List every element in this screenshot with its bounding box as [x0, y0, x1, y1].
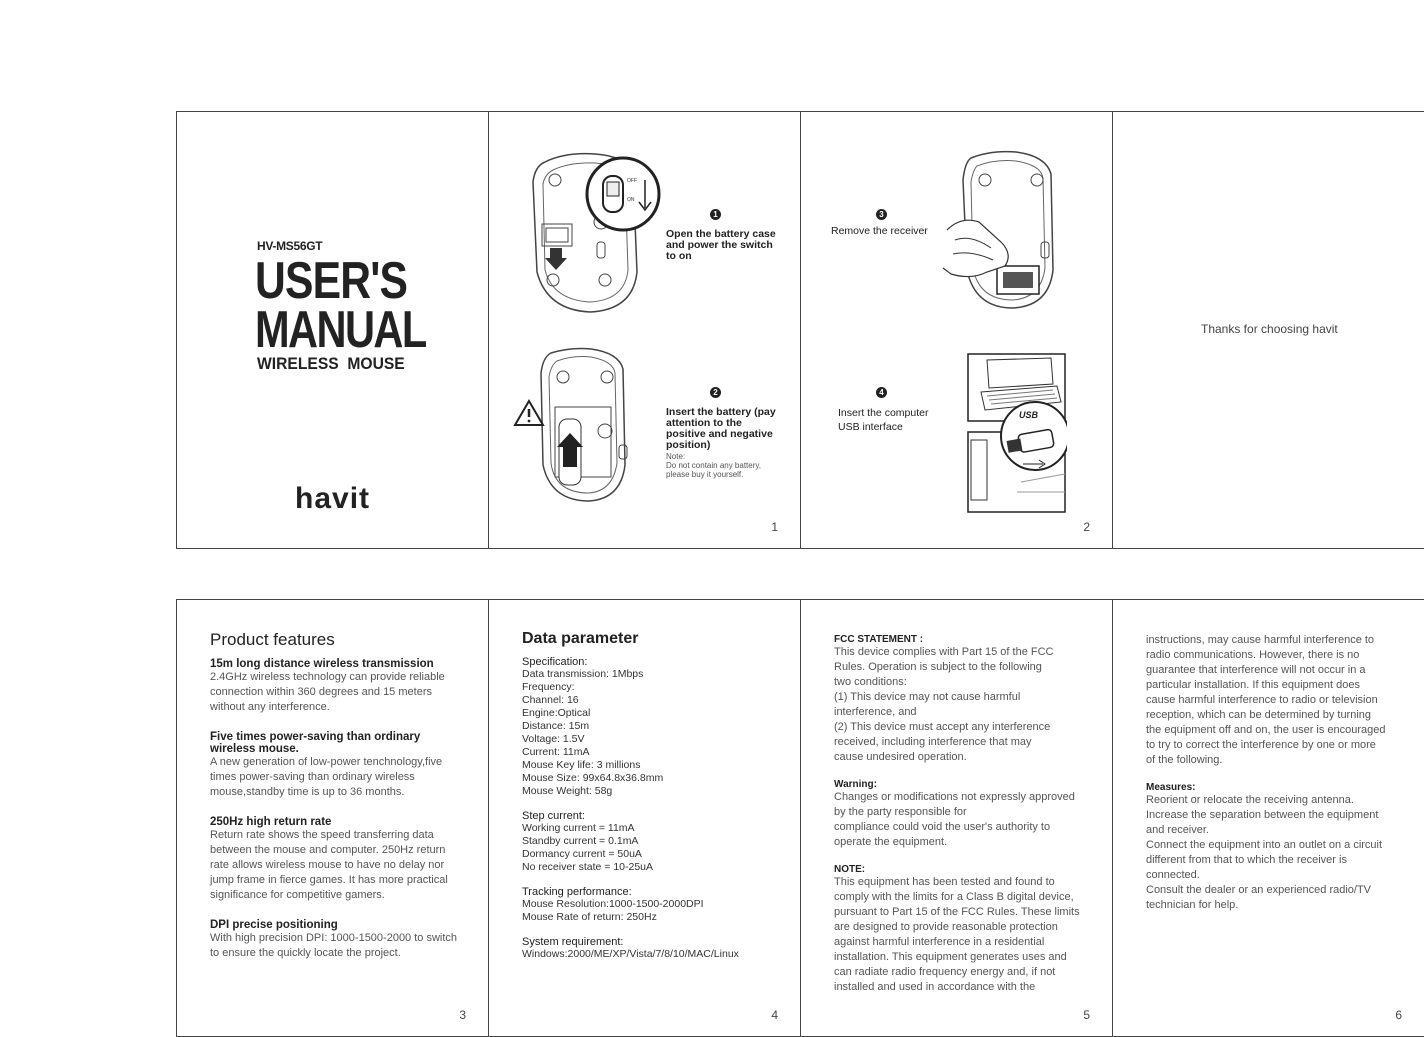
note-line: comply with the limits for a Class B digital device,	[834, 891, 1074, 903]
fcc-line: cause undesired operation.	[834, 751, 967, 763]
specification-heading: Specification:	[522, 656, 588, 668]
continued-line: particular installation. If this equipment does	[1146, 679, 1361, 691]
usb-label: USB	[1019, 410, 1039, 420]
feature-3-title: 250Hz high return rate	[210, 816, 332, 828]
spec-line-5: Distance: 15m	[522, 720, 590, 732]
page-3-panel	[176, 599, 489, 1037]
step-4-text: Insert the computer USB interface	[838, 407, 929, 433]
note-line: are designed to provide reasonable protection	[834, 921, 1058, 933]
warning-line: Changes or modifications not expressly approved	[834, 791, 1075, 803]
continued-line: guarantee that interference will not occur in a	[1146, 664, 1366, 676]
product-features-heading: Product features	[210, 630, 335, 649]
continued-line: to try to correct the interference by one or more	[1146, 739, 1376, 751]
spec-line-7: Current: 11mA	[522, 746, 590, 758]
computer-usb-illustration	[967, 352, 1067, 514]
feature-2-body: A new generation of low-power tenchnology,five times power-saving than ordinary wireless mouse,standby time is up to 36 months.	[210, 756, 443, 798]
warning-line: operate the equipment.	[834, 836, 948, 848]
fcc-line: Rules. Operation is subject to the following	[834, 661, 1042, 673]
step-current-heading: Step current:	[522, 810, 585, 822]
data-parameter-heading: Data parameter	[522, 630, 639, 647]
tracking-line-1: Mouse Resolution:1000-1500-2000DPI	[522, 898, 704, 910]
thanks-panel	[1112, 111, 1424, 549]
measures-line: and receiver.	[1146, 824, 1209, 836]
measures-line: connected.	[1146, 869, 1200, 881]
continued-line: reception, which can be determined by turning	[1146, 709, 1372, 721]
measures-heading: Measures:	[1146, 782, 1196, 793]
warning-heading: Warning:	[834, 779, 877, 790]
note-line: against harmful interference in a residential	[834, 936, 1045, 948]
step-1-number: 1	[710, 209, 721, 220]
system-heading: System requirement:	[522, 936, 624, 948]
continued-line: radio communications. However, there is no	[1146, 649, 1360, 661]
fcc-line: (2) This device must accept any interference	[834, 721, 1051, 733]
feature-3-body: Return rate shows the speed transferring data between the mouse and computer. 250Hz return rate allows wireless mouse to have no delay nor jump frame in fierce games. It has more practical significance for competitive gamers.	[210, 829, 448, 901]
model-number: HV-MS56GT	[257, 239, 323, 253]
page-4-panel	[488, 599, 801, 1037]
page-number-3: 3	[459, 1008, 466, 1022]
warning-line: by the party responsible for	[834, 806, 967, 818]
measures-line: Consult the dealer or an experienced radio/TV	[1146, 884, 1372, 896]
manual-title-line2: MANUAL	[255, 301, 426, 359]
manual-subtitle: WIRELESS MOUSE	[257, 354, 405, 373]
note-line: can radiate radio frequency energy and, if not	[834, 966, 1056, 978]
fcc-section	[834, 634, 1104, 995]
manual-title-line1: USER'S	[255, 252, 408, 310]
measures-line: Increase the separation between the equipment	[1146, 809, 1379, 821]
page-number-5: 5	[1083, 1008, 1090, 1022]
feature-4-title: DPI precise positioning	[210, 919, 338, 931]
fcc-line: interference, and	[834, 706, 917, 718]
page-2-panel	[800, 111, 1113, 549]
step-current-line-4: No receiver state = 10-25uA	[522, 861, 654, 873]
note-line: pursuant to Part 15 of the FCC Rules. These limits	[834, 906, 1080, 918]
step-current-line-2: Standby current = 0.1mA	[522, 835, 639, 847]
thanks-text: Thanks for choosing havit	[1201, 322, 1338, 336]
page-1-panel	[488, 111, 801, 549]
step-current-line-3: Dormancy current = 50uA	[522, 848, 642, 860]
tracking-line-2: Mouse Rate of return: 250Hz	[522, 911, 657, 923]
continued-line: of the following.	[1146, 754, 1223, 766]
step-current-line-1: Working current = 11mA	[522, 822, 635, 834]
spec-line-10: Mouse Weight: 58g	[522, 785, 613, 797]
measures-line: technician for help.	[1146, 899, 1239, 911]
feature-2-title: Five times power-saving than ordinary wireless mouse.	[210, 731, 421, 755]
spec-line-8: Mouse Key life: 3 millions	[522, 759, 641, 771]
page-5-panel	[800, 599, 1113, 1037]
fcc-line: (1) This device may not cause harmful	[834, 691, 1021, 703]
step-1-text: Open the battery case and power the switch to on	[666, 228, 776, 263]
measures-line: different from that to which the receiver is	[1146, 854, 1347, 866]
note-line: installation. This equipment generates uses and	[834, 951, 1067, 963]
fcc-continued-section	[1146, 633, 1416, 913]
continued-line: cause harmful interference to radio or television	[1146, 694, 1378, 706]
fcc-heading: FCC STATEMENT :	[834, 634, 924, 645]
warning-line: compliance could void the user's authority to	[834, 821, 1051, 833]
page-number-1: 1	[771, 520, 778, 534]
step-2-note: Do not contain any battery, please buy it yourself.	[666, 461, 762, 479]
feature-4-body: With high precision DPI: 1000-1500-2000 to switch to ensure the quickly locate the project.	[210, 932, 458, 959]
step-2-text: Insert the battery (pay attention to the positive and negative position)	[666, 406, 776, 452]
note-heading: NOTE:	[834, 864, 866, 875]
feature-1-body: 2.4GHz wireless technology can provide reliable connection within 360 degrees and 15 meters without any interference.	[210, 671, 445, 713]
mouse-bottom-insert-battery-illustration	[511, 347, 651, 507]
step-4-number: 4	[876, 387, 887, 398]
data-parameter-section	[522, 630, 782, 961]
note-line: This equipment has been tested and found to	[834, 876, 1055, 888]
feature-1-title: 15m long distance wireless transmission	[210, 658, 434, 670]
step-2-note-label: Note:	[666, 452, 686, 461]
system-line-1: Windows:2000/ME/XP/Vista/7/8/10/MAC/Linux	[522, 948, 739, 960]
spec-line-1: Data transmission: 1Mbps	[522, 668, 644, 680]
continued-line: instructions, may cause harmful interference to	[1146, 634, 1375, 646]
spec-line-2: Frequency:	[522, 681, 575, 693]
switch-on-label: ON	[627, 197, 635, 203]
cover-panel	[176, 111, 489, 549]
step-3-text: Remove the receiver	[831, 225, 928, 237]
product-features-section	[210, 630, 460, 961]
step-2-number: 2	[710, 387, 721, 398]
measures-line: Reorient or relocate the receiving antenna.	[1146, 794, 1354, 806]
page-number-2: 2	[1083, 520, 1090, 534]
switch-off-label: OFF	[627, 178, 637, 184]
measures-line: Connect the equipment into an outlet on a circuit	[1146, 839, 1383, 851]
spec-line-6: Voltage: 1.5V	[522, 733, 585, 745]
fcc-line: two conditions:	[834, 676, 907, 688]
tracking-heading: Tracking performance:	[522, 886, 632, 898]
fcc-line: received, including interference that may	[834, 736, 1032, 748]
brand-logo: havit	[295, 482, 371, 515]
continued-line: the equipment off and on, the user is encouraged	[1146, 724, 1386, 736]
step-3-number: 3	[876, 209, 887, 220]
power-switch-zoom-icon	[583, 154, 663, 234]
page-number-4: 4	[771, 1008, 778, 1022]
note-line: installed and used in accordance with the	[834, 981, 1036, 993]
page-6-panel	[1112, 599, 1424, 1037]
spec-line-9: Mouse Size: 99x64.8x36.8mm	[522, 772, 664, 784]
spec-line-3: Channel: 16	[522, 694, 579, 706]
page-number-6: 6	[1395, 1008, 1402, 1022]
spec-line-4: Engine:Optical	[522, 707, 591, 719]
remove-receiver-illustration	[941, 150, 1076, 315]
fcc-line: This device complies with Part 15 of the FCC	[834, 646, 1054, 658]
